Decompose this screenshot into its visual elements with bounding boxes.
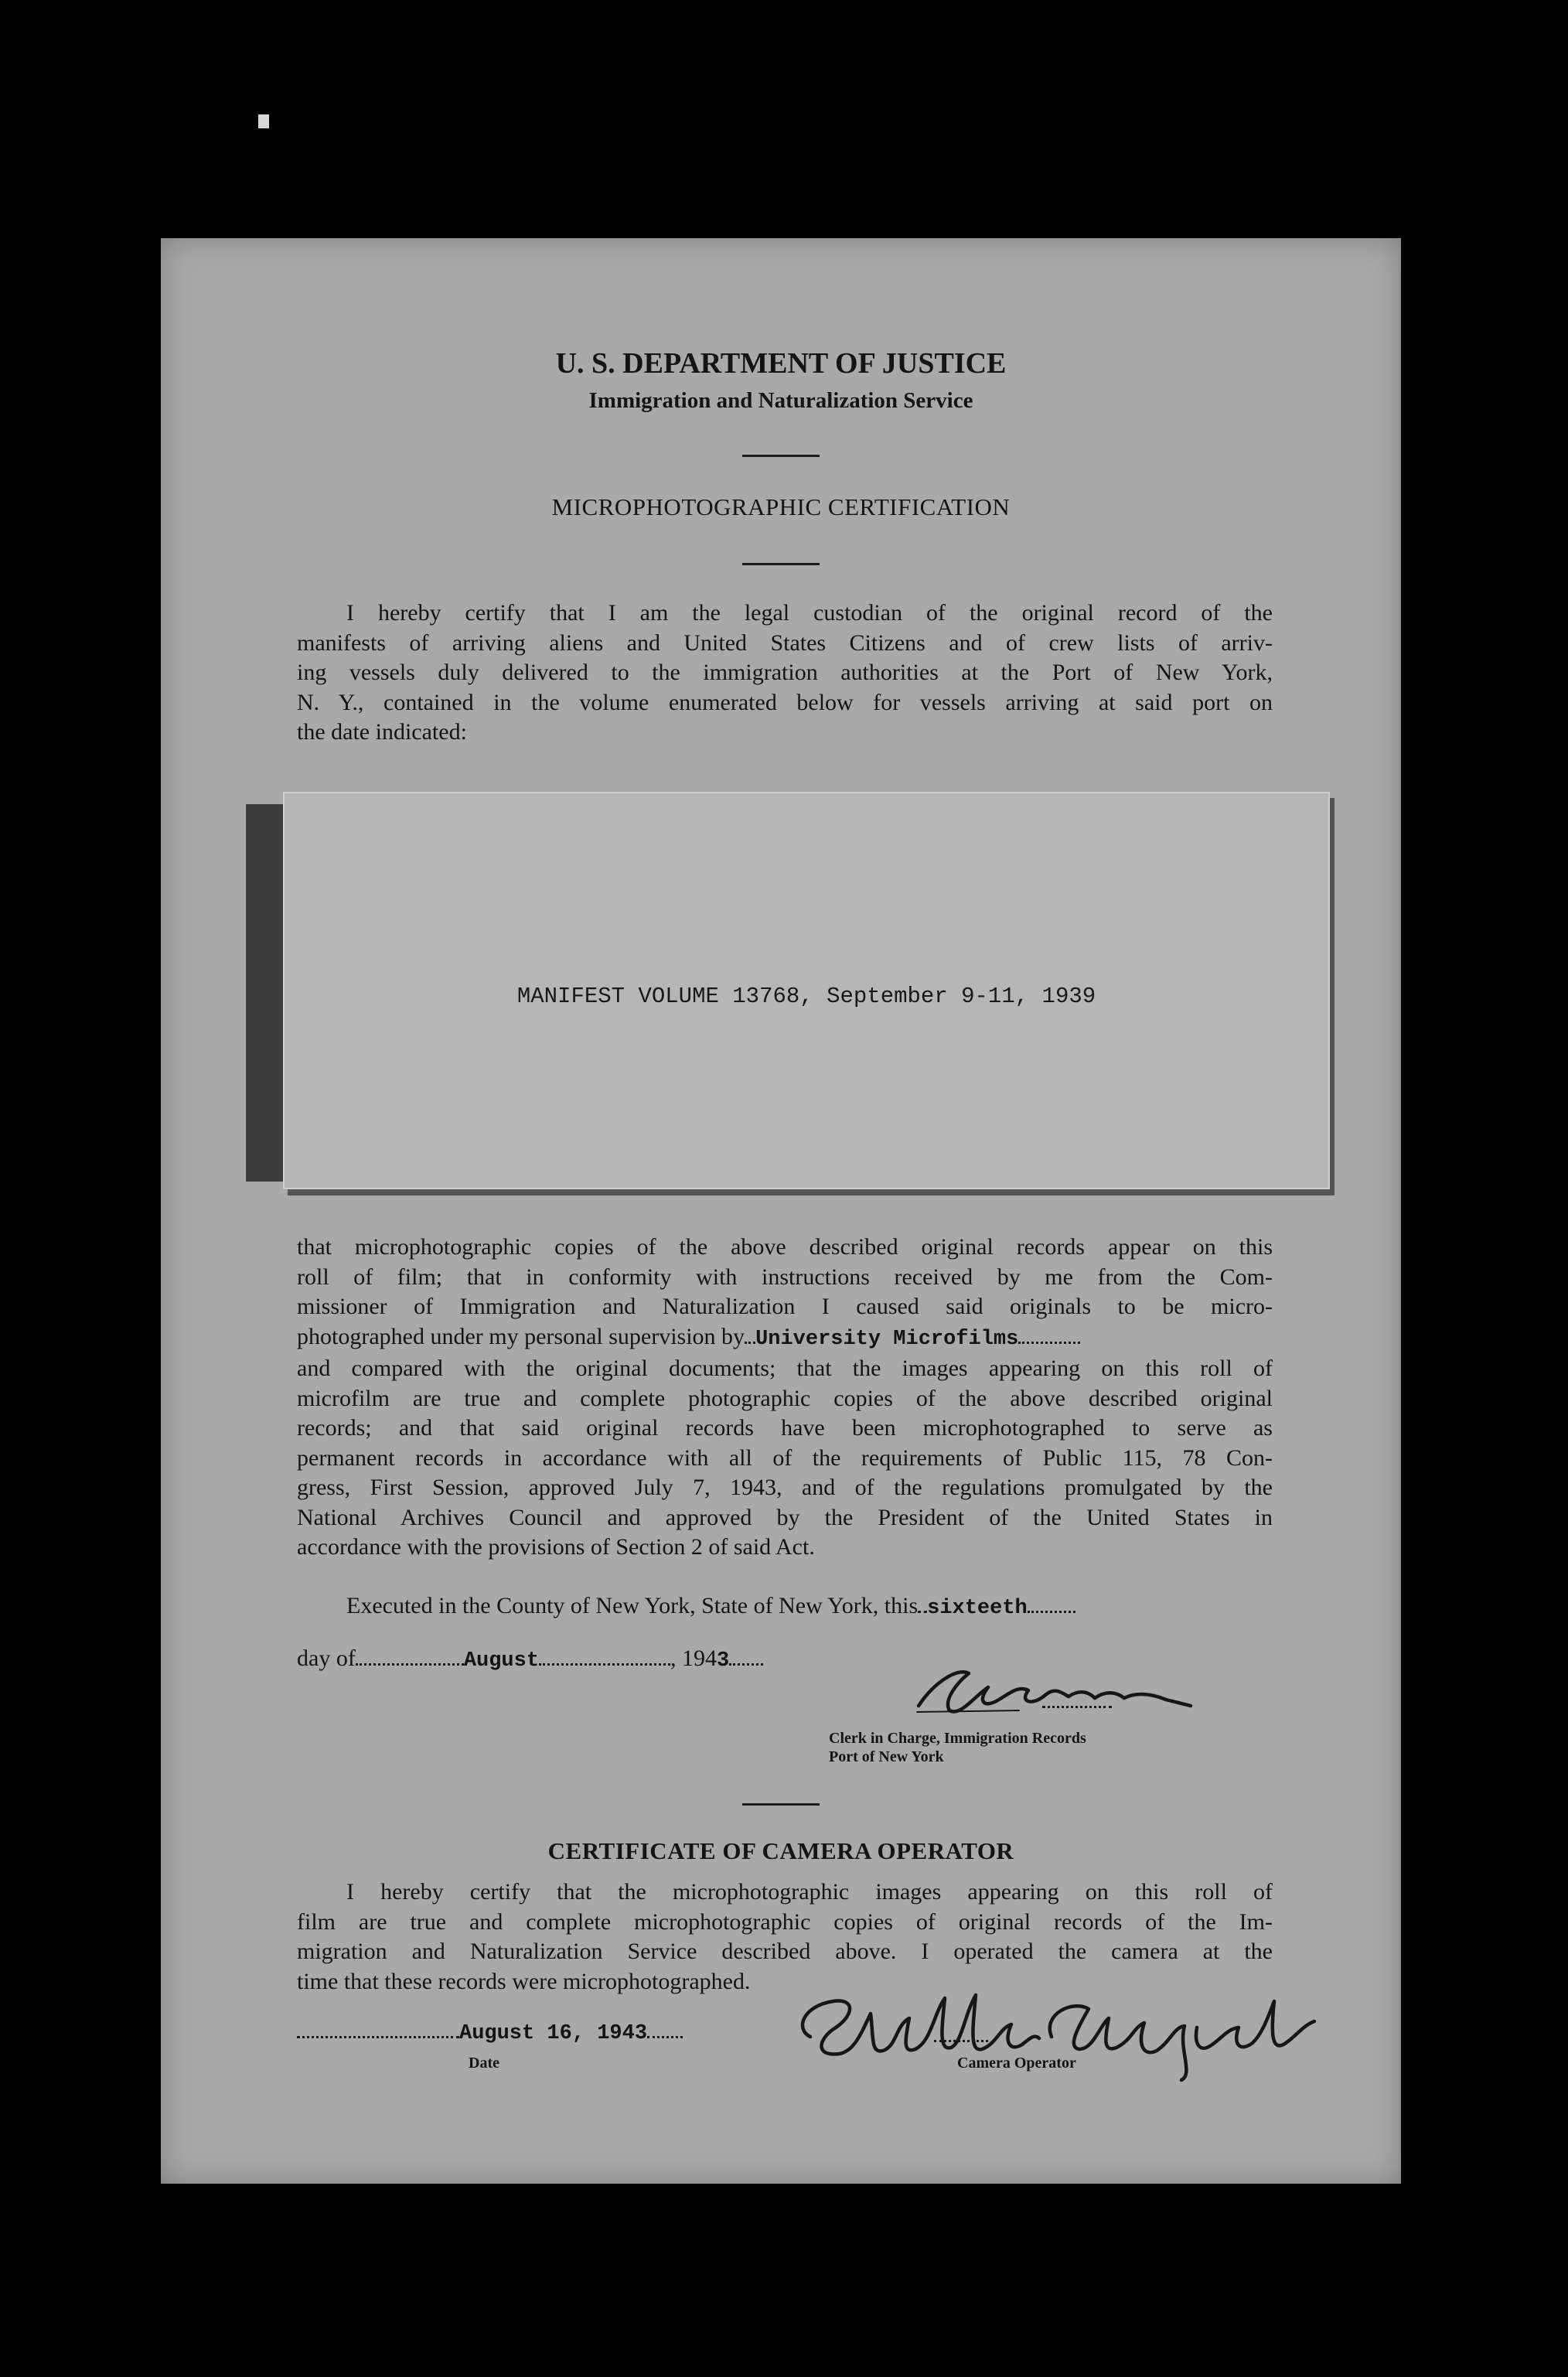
- operator-signature-line: [934, 2040, 988, 2042]
- clerk-title: Clerk in Charge, Immigration Records: [829, 1730, 1086, 1747]
- year-digit: 3: [717, 1649, 730, 1673]
- clerk-port: Port of New York: [829, 1748, 944, 1765]
- body-line: permanent records in accordance with all of the requirements of Public 115, 78 Con-: [297, 1444, 1273, 1471]
- camera-operator-title: CERTIFICATE OF CAMERA OPERATOR: [547, 1837, 1014, 1864]
- manifest-volume-text: MANIFEST VOLUME 13768, September 9-11, 1939: [516, 984, 1096, 1009]
- body-line: and compared with the original documents; that the images appearing on this roll of: [297, 1356, 1273, 1381]
- supervision-company: University Microfilms: [755, 1327, 1019, 1351]
- intro-line: N. Y., contained in the volume enumerated below for vessels arriving at said port on: [297, 689, 1273, 715]
- intro-line: ing vessels duly delivered to the immigration authorities at the Port of New York,: [297, 660, 1273, 685]
- camera-operator-paragraph: [297, 1877, 1273, 1997]
- body-line: microfilm are true and complete photographic copies of the above described original: [297, 1385, 1273, 1411]
- camera-date-value: August 16, 1943: [459, 2022, 648, 2045]
- body-line: gress, First Session, approved July 7, 1943, and of the regulations promulgated by the: [297, 1475, 1273, 1500]
- certification-body: [297, 1233, 1273, 1563]
- manifest-slip: [283, 792, 1330, 1189]
- agency-title: U. S. DEPARTMENT OF JUSTICE: [555, 347, 1007, 380]
- day-of-label: day of: [297, 1645, 356, 1671]
- day-of-line: [297, 1645, 763, 1673]
- intro-line: manifests of arriving aliens and United States Citizens and of crew lists of arriv-: [297, 629, 1273, 656]
- body-line: roll of film; that in conformity with instructions received by me from the Com-: [297, 1264, 1273, 1290]
- body-line: missioner of Immigration and Naturalization I caused said originals to be micro-: [297, 1294, 1273, 1319]
- operator-caption: Camera Operator: [957, 2055, 1076, 2072]
- executed-line: [346, 1593, 1075, 1620]
- service-subtitle: Immigration and Naturalization Service: [588, 388, 973, 413]
- body-line: that microphotographic copies of the above described original records appear on this: [297, 1234, 1273, 1260]
- date-caption: Date: [469, 2055, 499, 2072]
- body-line: records; and that said original records have been microphotographed to serve as: [297, 1415, 1273, 1441]
- divider-rule: [742, 455, 820, 457]
- clerk-caption: [829, 1729, 1086, 1766]
- body-line: accordance with the provisions of Section 2 of said Act.: [297, 1534, 815, 1560]
- month-value: August: [463, 1649, 540, 1673]
- camera-line: film are true and complete microphotographic copies of original records of the Im-: [297, 1908, 1273, 1935]
- executed-prefix: Executed in the County of New York, State of New York, this: [346, 1593, 919, 1618]
- certification-title: MICROPHOTOGRAPHIC CERTIFICATION: [551, 493, 1011, 520]
- camera-line: migration and Naturalization Service described above. I operated the camera at the: [297, 1939, 1273, 1964]
- divider-rule: [742, 563, 820, 565]
- camera-line: I hereby certify that the microphotographic images appearing on this roll of: [346, 1879, 1273, 1905]
- camera-line: time that these records were microphotographed.: [297, 1968, 751, 1994]
- clerk-signature: [903, 1659, 1212, 1721]
- camera-date-line: [297, 2018, 683, 2045]
- intro-line: the date indicated:: [297, 719, 467, 745]
- executed-day: sixteeth: [927, 1597, 1028, 1620]
- divider-rule: [742, 1803, 820, 1806]
- certificate-page: [161, 238, 1401, 2184]
- supervision-prefix: photographed under my personal supervision by: [297, 1323, 745, 1349]
- intro-paragraph: [297, 599, 1273, 748]
- year-prefix: , 194: [670, 1645, 718, 1671]
- film-speck: [258, 114, 269, 128]
- clerk-signature-line: [1042, 1706, 1112, 1708]
- intro-line: I hereby certify that I am the legal custodian of the original record of the: [346, 600, 1273, 626]
- supervision-line: [297, 1322, 1273, 1355]
- body-line: National Archives Council and approved by the President of the United States in: [297, 1504, 1273, 1530]
